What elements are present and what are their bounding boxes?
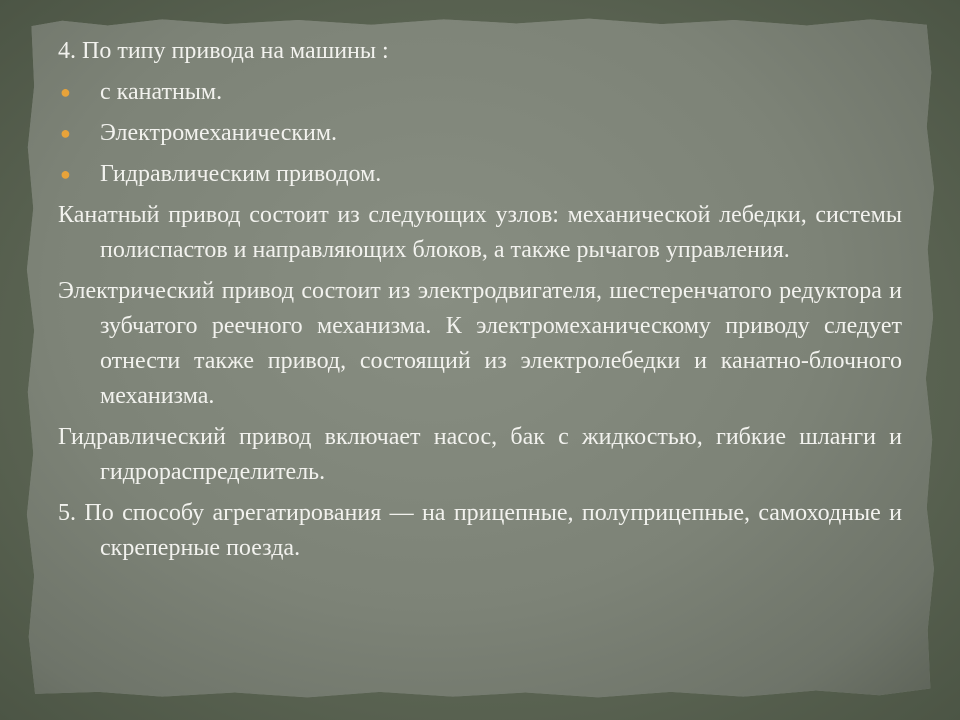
slide-content (58, 34, 902, 572)
paragraph-rope-drive: Канатный привод состоит из следующих узлов: механической лебедки, системы полиспастов и направляющих блоков, а также рычагов управления. (58, 202, 902, 263)
paragraph-hydraulic-drive: Гидравлический привод включает насос, бак с жидкостью, гибкие шланги и гидрораспределитель. (58, 424, 902, 485)
bullet-text: с канатным. (100, 79, 223, 105)
section-heading: 4. По типу привода на машины : (58, 38, 389, 64)
bullet-text: Гидравлическим приводом. (100, 161, 382, 187)
bullet-item (58, 75, 902, 110)
bullet-dot-icon: ● (60, 164, 71, 184)
bullet-text: Электромеханическим. (100, 120, 338, 146)
bullet-item (58, 116, 902, 151)
bullet-dot-icon: ● (60, 82, 71, 102)
paragraph-aggregation: 5. По способу агрегатирования — на прицепные, полуприцепные, самоходные и скреперные поезда. (58, 500, 902, 561)
bullet-dot-icon: ● (60, 123, 71, 143)
bullet-item (58, 157, 902, 192)
paragraph-electric-drive: Электрический привод состоит из электродвигателя, шестеренчатого редуктора и зубчатого реечного механизма. К электромеханическому приводу следует отнести также привод, состоящий из электролебедки и канатно-блочного механизма. (58, 278, 902, 409)
